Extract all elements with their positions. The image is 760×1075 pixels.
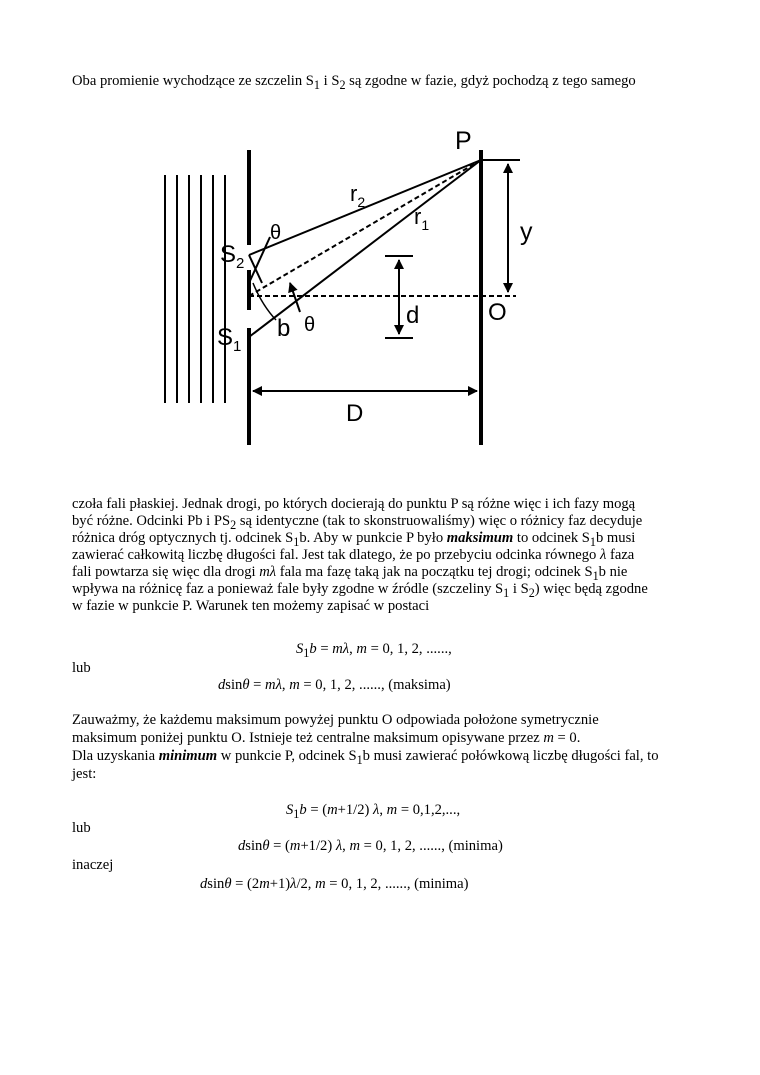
label-y: y: [520, 218, 533, 246]
wavefronts: [165, 175, 225, 403]
ray-r1: [249, 160, 481, 337]
lub-2: lub: [72, 820, 91, 836]
equation-minima-s1b: $S_1b = (m+1/2)$ λ, m = 0,1,2,...,: [286, 802, 461, 821]
para2-line1: Zauważmy, że każdemu maksimum powyżej punktu O odpowiada położone symetrycznie: [72, 712, 599, 728]
para1-line2: być różne. Odcinki Pb i $PS_2$ są identyczne (tak to skonstruowaliśmy) więc o różnicy faz decyduje: [72, 513, 643, 532]
label-O: O: [488, 299, 507, 326]
lub-1: lub: [72, 660, 91, 676]
equation-minima-dsin: dsinθ = (m+1/2) λ, m = 0, 1, 2, ......, (minima): [238, 838, 503, 854]
theta-arrow: [290, 283, 300, 312]
label-theta-top: θ: [270, 222, 282, 244]
double-slit-diagram: [0, 0, 760, 470]
equation-maxima-s1b: $S_1b = m\lambda$, m = 0, 1, 2, ......,: [296, 641, 452, 660]
para2-line4: jest:: [72, 766, 97, 782]
label-D: D: [346, 400, 364, 427]
intro-line: Oba promienie wychodzące ze szczelin $S_1$ i $S_2$ są zgodne w fazie, gdyż pochodzą z tego samego: [72, 73, 636, 92]
para1-line1: czoła fali płaskiej. Jednak drogi, po których docierają do punktu P są różne więc i ich fazy mogą: [72, 496, 636, 512]
label-r1: $r_1$: [414, 204, 430, 233]
ray-center: [249, 160, 481, 296]
label-S2: $S_2$: [220, 241, 245, 272]
para1-line6: wpływa na różnicę faz a ponieważ fale były zgodne w źródle (szczeliny $S_1$ i $S_2$) więc będą zgodne: [72, 581, 648, 600]
label-d: d: [406, 302, 420, 329]
label-theta-bottom: θ: [304, 314, 316, 336]
para1-line3: różnica dróg optycznych tj. odcinek $S_1b$. Aby w punkcie P było maksimum to odcinek $S_1b$ musi: [72, 530, 636, 549]
label-P: P: [455, 127, 472, 155]
theta-arc: [253, 283, 276, 320]
para1-line7: w fazie w punkcie P. Warunek ten możemy zapisać w postaci: [72, 598, 430, 614]
equation-maxima-dsin: dsinθ = mλ, m = 0, 1, 2, ......, (maksima): [218, 677, 451, 693]
label-S1: $S_1$: [217, 324, 242, 355]
label-r2: $r_2$: [350, 181, 366, 210]
para1-line4: zawierać całkowitą liczbę długości fal. Jest tak dlatego, że po przebyciu odcinka równego λ faza: [72, 547, 635, 563]
para1-line5: fali powtarza się więc dla drogi mλ fala ma fazę taką jak na początku tej drogi; odcinek $S_1b$ nie: [72, 564, 628, 583]
equation-minima-2m: dsinθ = (2m+1)λ/2, m = 0, 1, 2, ......, (minima): [200, 876, 469, 892]
label-b: b: [277, 315, 291, 342]
inaczej: inaczej: [72, 857, 114, 873]
para2-line3: Dla uzyskania minimum w punkcie P, odcinek $S_1b$ musi zawierać połówkową liczbę długości fal, to: [72, 748, 659, 767]
para2-line2: maksimum poniżej punktu O. Istnieje też centralne maksimum opisywane przez m = 0.: [72, 730, 581, 746]
